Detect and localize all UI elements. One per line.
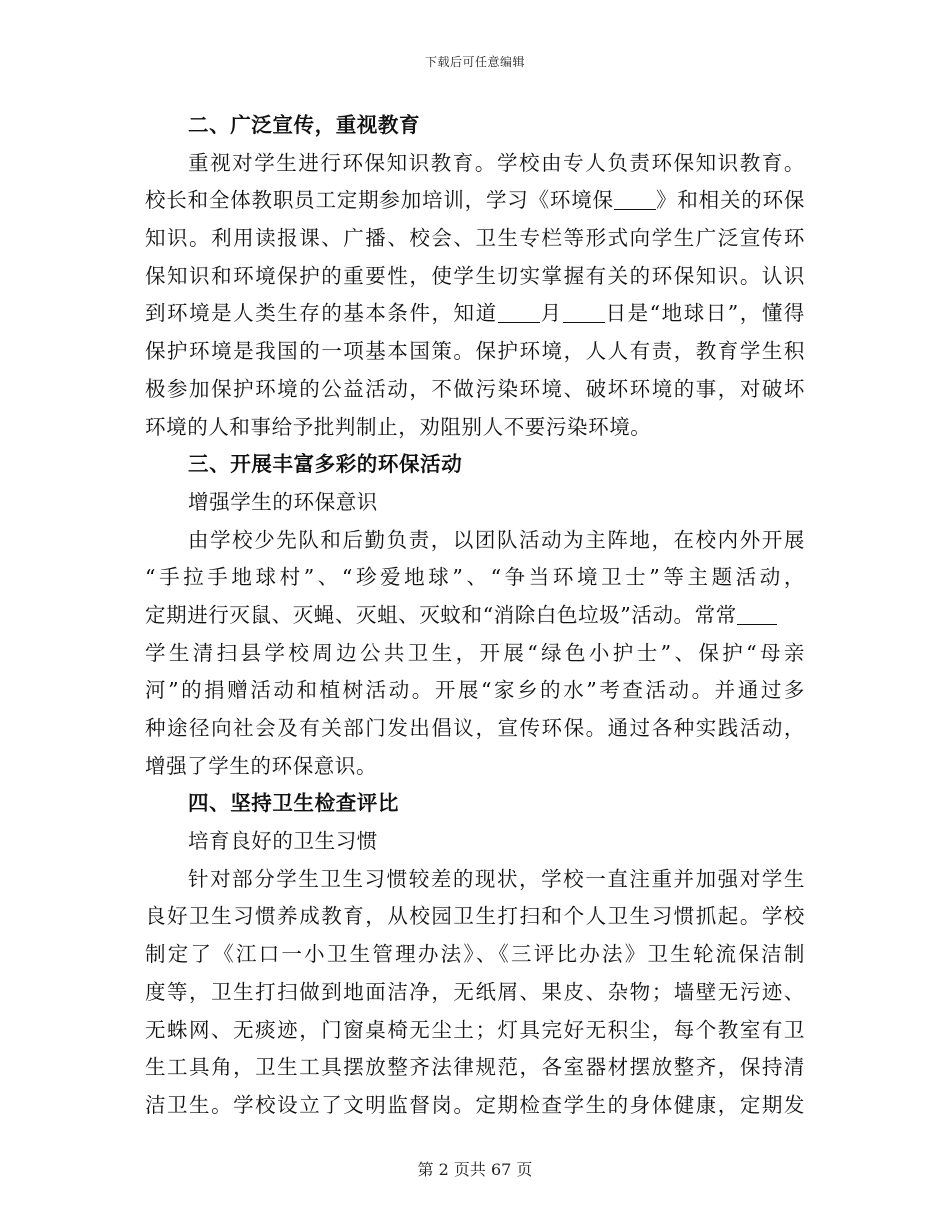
paragraph-line: 度等，卫生打扫做到地面洁净，无纸屑、果皮、杂物；墙壁无污迹、 [145,979,805,1004]
paragraph-line: 保知识和环境保护的重要性，使学生切实掌握有关的环保知识。认识 [145,263,805,288]
paragraph-line: 制定了《江口一小卫生管理办法》、《三评比办法》卫生轮流保洁制 [145,942,805,967]
paragraph-line: 河”的捐赠活动和植树活动。开展“家乡的水”考查活动。并通过多 [145,678,805,703]
paragraph-line: “手拉手地球村”、“珍爱地球”、“争当环境卫士”等主题活动， [145,565,805,590]
paragraph-line: 学生清扫县学校周边公共卫生，开展“绿色小护士”、保护“母亲 [145,640,805,665]
paragraph-line: 针对部分学生卫生习惯较差的现状，学校一直注重并加强对学生 [188,866,805,891]
paragraph-line: 增强了学生的环保意识。 [145,753,378,778]
fill-in-blank [737,603,777,625]
text-segment: 校长和全体教职员工定期参加培训，学习《环境保 [145,188,614,213]
paragraph-line: 种途径向社会及有关部门发出倡议，宣传环保。通过各种实践活动， [145,716,805,740]
text-segment: 到环境是人类生存的基本条件，知道 [145,301,498,326]
text-segment: 定期进行灭鼠、灭蝇、灭蛆、灭蚊和“消除白色垃圾”活动。常常 [145,602,737,627]
section-heading-4: 四、坚持卫生检查评比 [188,791,399,816]
paragraph-line: 重视对学生进行环保知识教育。学校由专人负责环保知识教育。 [188,150,805,175]
document-body [145,107,805,1125]
paragraph-line: 环境的人和事给予批判制止，劝阻别人不要污染环境。 [145,414,652,439]
text-segment: 月 [539,301,563,326]
fill-in-blank [614,189,656,211]
fill-in-blank [498,302,540,324]
paragraph-line: 知识。利用读报课、广播、校会、卫生专栏等形式向学生广泛宣传环 [145,226,805,251]
page-number: 第 2 页共 67 页 [417,1160,533,1179]
paragraph-line [145,182,805,220]
section-heading-3: 三、开展丰富多彩的环保活动 [188,452,463,477]
section-heading-2: 二、广泛宣传，重视教育 [188,113,421,137]
paragraph-line: 由学校少先队和后勤负责，以团队活动为主阵地，在校内外开展 [188,527,805,552]
paragraph-line: 洁卫生。学校设立了文明监督岗。定期检查学生的身体健康，定期发 [145,1092,805,1117]
paragraph-line: 良好卫生习惯养成教育，从校园卫生打扫和个人卫生习惯抓起。学校 [145,904,805,929]
section-subtitle-4: 培育良好的卫生习惯 [188,829,378,854]
text-segment: 》和相关的环保 [655,188,805,213]
paragraph-line: 极参加保护环境的公益活动，不做污染环境、破坏环境的事，对破坏 [145,376,805,401]
paragraph-line [145,597,805,635]
paragraph-line: 生工具角，卫生工具摆放整齐法律规范，各室器材摆放整齐，保持清 [145,1055,805,1080]
paragraph-line: 保护环境是我国的一项基本国策。保护环境，人人有责，教育学生积 [145,339,805,364]
section-subtitle-3: 增强学生的环保意识 [188,489,378,514]
paragraph-line [145,295,805,333]
paragraph-line: 无蛛网、无痰迹，门窗桌椅无尘土；灯具完好无积尘，每个教室有卫 [145,1017,805,1042]
page-header-note: 下载后可任意编辑 [424,55,525,69]
text-segment: 日是“地球日”，懂得 [604,301,805,326]
fill-in-blank [563,302,605,324]
